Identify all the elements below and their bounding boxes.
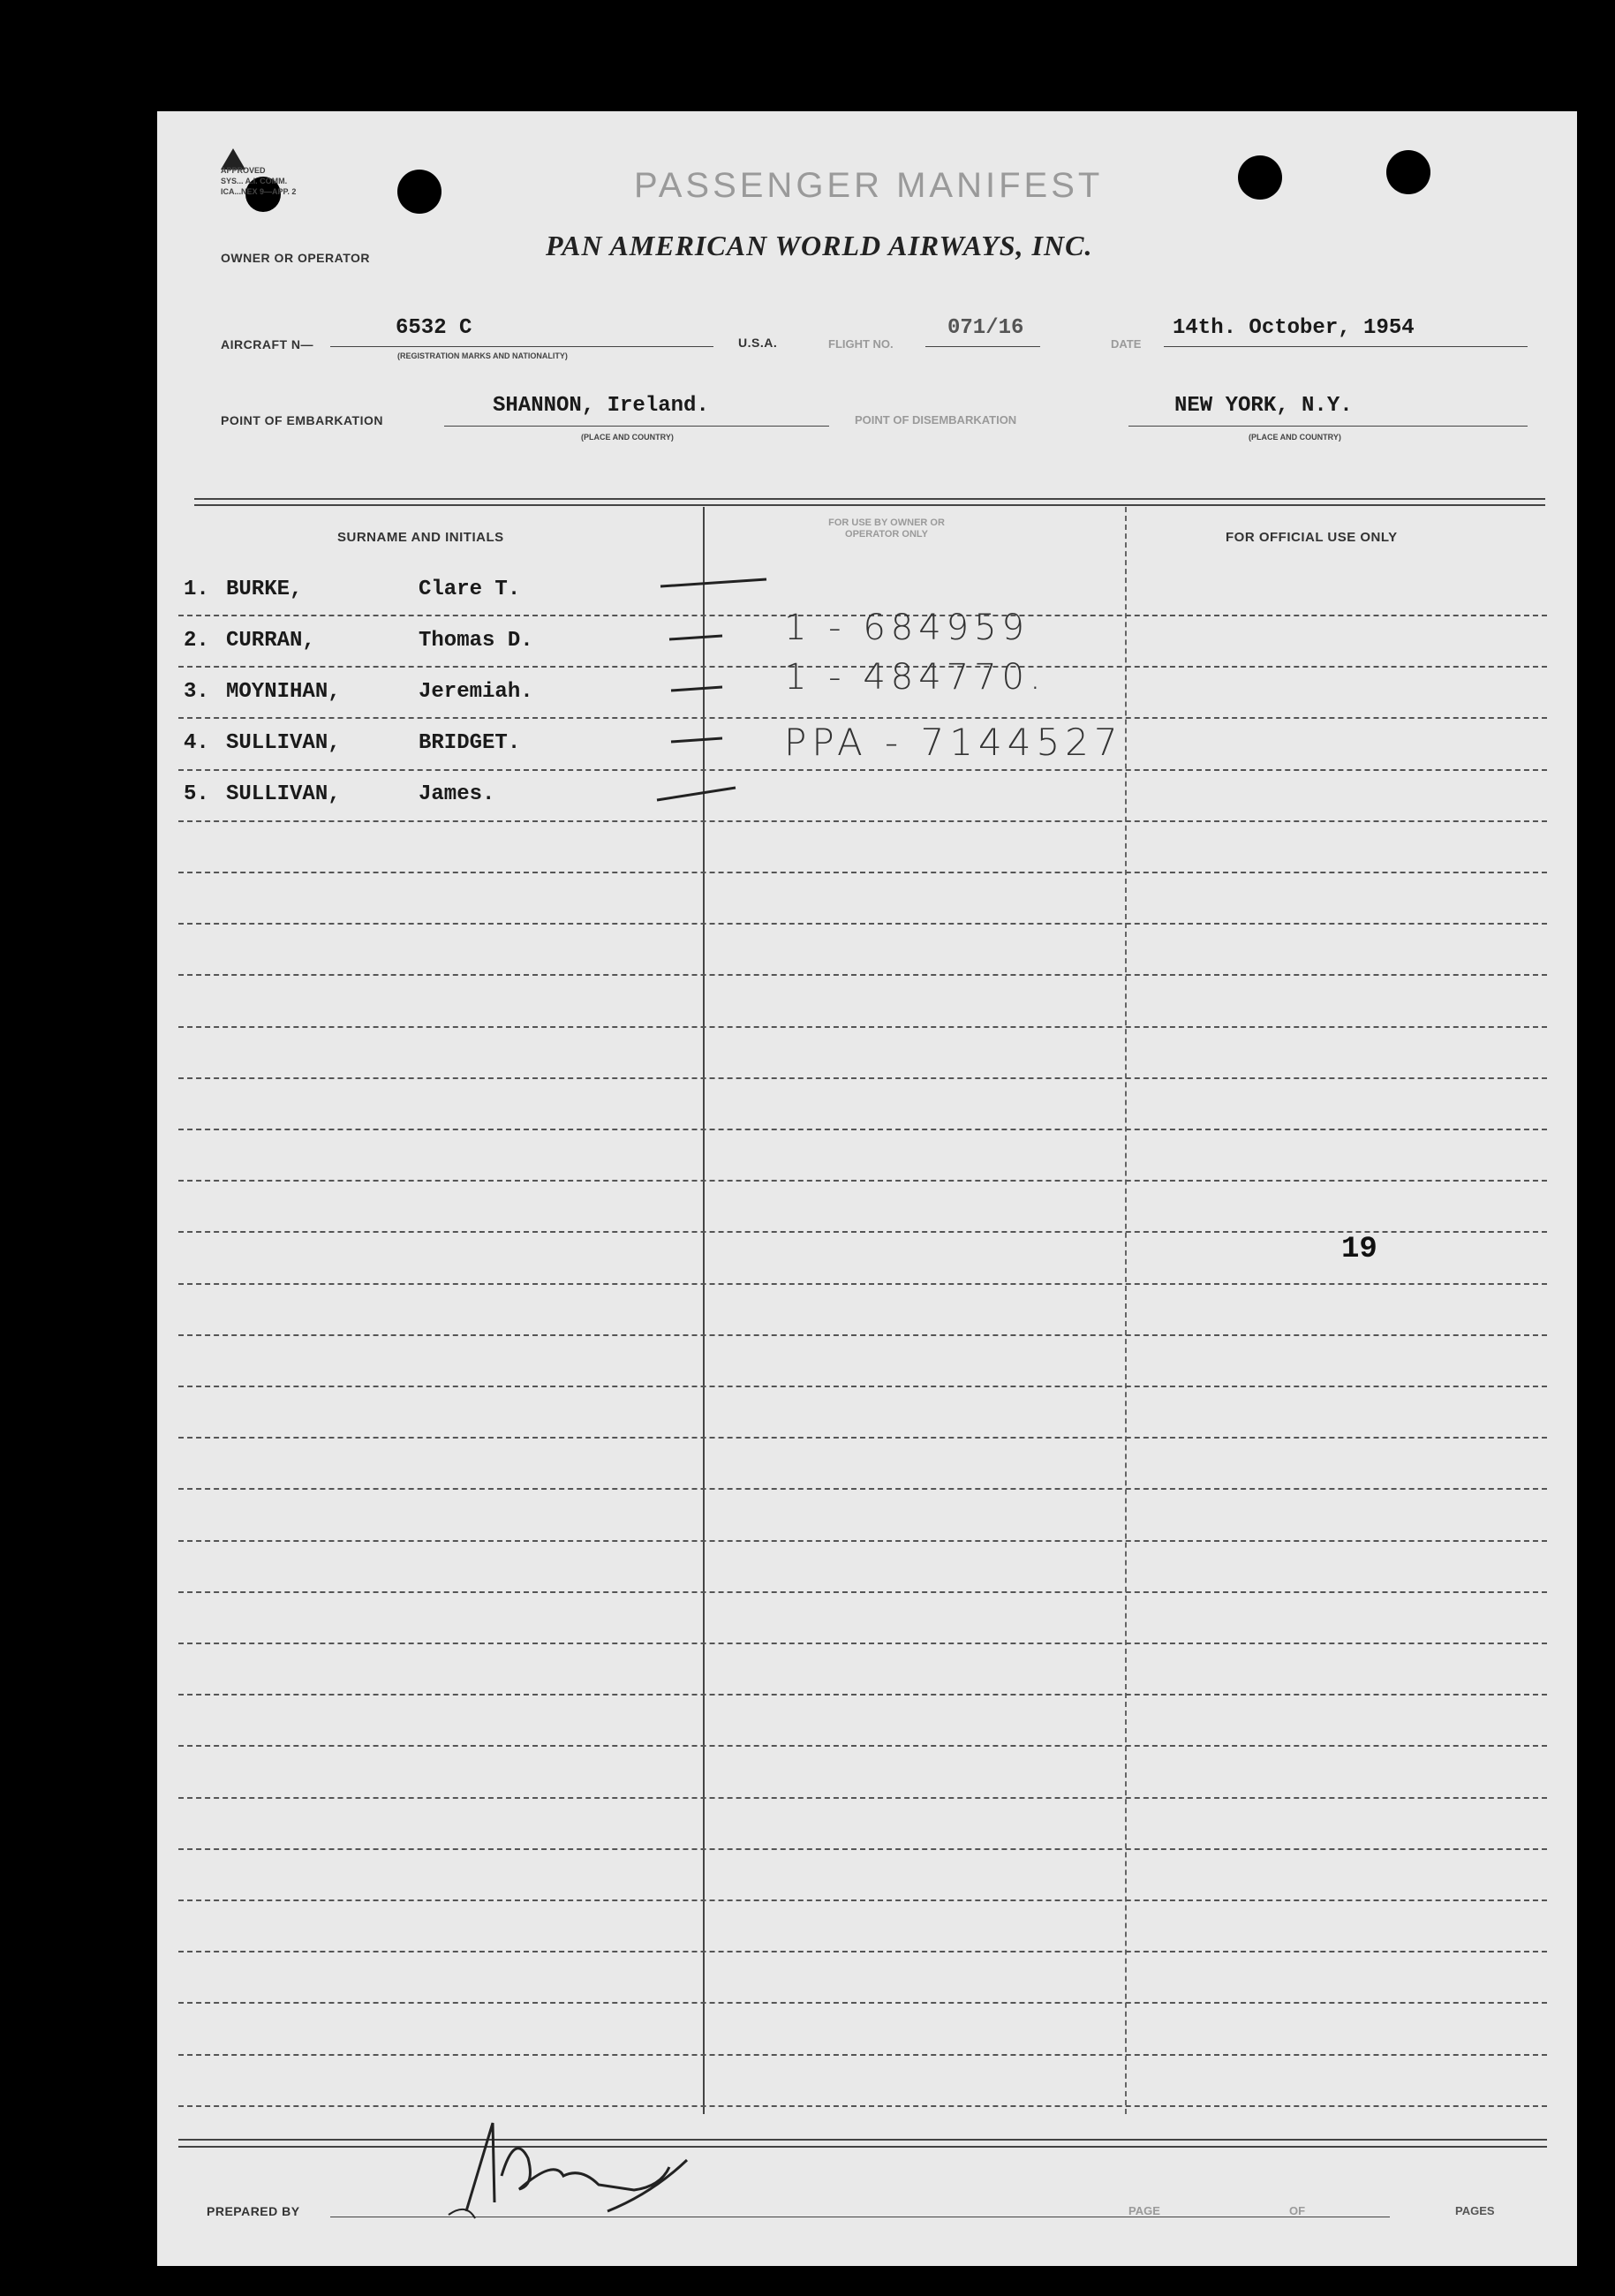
ruled-line	[178, 1540, 1547, 1542]
date-label: DATE	[1111, 337, 1142, 351]
ruled-line	[178, 2105, 1547, 2107]
passenger-given-name: James.	[419, 782, 495, 806]
ruled-line	[178, 769, 1547, 771]
ruled-line	[178, 1643, 1547, 1644]
embarkation-sublabel: (PLACE AND COUNTRY)	[581, 433, 674, 442]
embarkation-label: POINT OF EMBARKATION	[221, 413, 383, 427]
passenger-surname: SULLIVAN,	[226, 731, 341, 755]
date-value: 14th. October, 1954	[1173, 316, 1415, 340]
embarkation-underline	[444, 426, 829, 427]
disembarkation-label: POINT OF DISEMBARKATION	[855, 413, 1017, 427]
passenger-given-name: BRIDGET.	[419, 731, 521, 755]
page-number-stamp: 19	[1341, 1233, 1377, 1266]
prepared-by-label: PREPARED BY	[207, 2204, 300, 2218]
ruled-line	[178, 1745, 1547, 1747]
passenger-number: 1.	[184, 578, 209, 601]
owner-operator-label: OWNER OR OPERATOR	[221, 251, 370, 265]
embarkation-value: SHANNON, Ireland.	[493, 394, 709, 418]
table-top-rule-2	[194, 504, 1545, 506]
flight-label: FLIGHT NO.	[828, 337, 894, 351]
company-name: PAN AMERICAN WORLD AIRWAYS, INC.	[546, 230, 1093, 261]
ruled-line	[178, 974, 1547, 976]
flight-underline	[925, 346, 1040, 347]
ruled-line	[178, 2054, 1547, 2056]
ruled-line	[178, 717, 1547, 719]
ruled-line	[178, 1129, 1547, 1130]
ruled-line	[178, 872, 1547, 873]
table-bottom-rule-2	[178, 2146, 1547, 2148]
ruled-line	[178, 1797, 1547, 1799]
ruled-line	[178, 1694, 1547, 1696]
ruled-line	[178, 1386, 1547, 1387]
passenger-surname: BURKE,	[226, 578, 303, 601]
ruled-line	[178, 1026, 1547, 1028]
punch-hole-right-1	[1238, 155, 1282, 200]
passenger-handwritten-number: 1 - 484770.	[784, 657, 1046, 698]
passenger-number: 2.	[184, 629, 209, 653]
signature-image	[431, 2105, 696, 2229]
page-label: PAGE	[1128, 2204, 1160, 2217]
disembarkation-sublabel: (PLACE AND COUNTRY)	[1249, 433, 1341, 442]
punch-hole-right-2	[1386, 150, 1430, 194]
passenger-surname: MOYNIHAN,	[226, 680, 341, 704]
table-bottom-rule-1	[178, 2139, 1547, 2141]
punch-hole-left	[397, 170, 441, 214]
ruled-line	[178, 1334, 1547, 1336]
manifest-sheet	[157, 111, 1577, 2266]
ruled-line	[178, 820, 1547, 822]
aircraft-label: AIRCRAFT N—	[221, 337, 314, 351]
approval-line-2: SYS... A.I. COMM.	[221, 177, 288, 185]
flight-value: 071/16	[947, 316, 1024, 340]
passenger-number: 4.	[184, 731, 209, 755]
disembarkation-value: NEW YORK, N.Y.	[1174, 394, 1353, 418]
form-title: PASSENGER MANIFEST	[634, 166, 1104, 205]
passenger-number: 5.	[184, 782, 209, 806]
ruled-line	[178, 1283, 1547, 1285]
column-header-owner-use: FOR USE BY OWNER OR OPERATOR ONLY	[828, 517, 945, 540]
ruled-line	[178, 1848, 1547, 1850]
passenger-given-name: Thomas D.	[419, 629, 533, 653]
pages-label: PAGES	[1455, 2204, 1495, 2217]
of-label: OF	[1289, 2204, 1306, 2217]
ruled-line	[178, 1077, 1547, 1079]
passenger-given-name: Clare T.	[419, 578, 521, 601]
passenger-surname: SULLIVAN,	[226, 782, 341, 806]
approval-line-1: APPROVED	[221, 166, 266, 175]
ruled-line	[178, 1180, 1547, 1182]
ruled-line	[178, 2002, 1547, 2004]
date-underline	[1164, 346, 1528, 347]
ruled-line	[178, 1951, 1547, 1952]
passenger-number: 3.	[184, 680, 209, 704]
aircraft-underline	[330, 346, 713, 347]
passenger-given-name: Jeremiah.	[419, 680, 533, 704]
column-header-official-use: FOR OFFICIAL USE ONLY	[1226, 530, 1398, 545]
column-header-surname: SURNAME AND INITIALS	[337, 530, 504, 545]
ruled-line	[178, 1899, 1547, 1901]
handwritten-dash-marks	[652, 553, 828, 835]
ruled-line	[178, 1591, 1547, 1593]
passenger-handwritten-number: PPA - 7144527	[784, 721, 1123, 764]
disembarkation-underline	[1128, 426, 1528, 427]
ruled-line	[178, 1488, 1547, 1490]
approval-line-3: ICA...NEX 9—APP. 2	[221, 187, 297, 196]
passenger-surname: CURRAN,	[226, 629, 315, 653]
aircraft-sublabel: (REGISTRATION MARKS AND NATIONALITY)	[397, 351, 568, 360]
passenger-handwritten-number: 1 - 684959	[784, 608, 1030, 648]
column-divider-right	[1125, 507, 1127, 2114]
ruled-line	[178, 1437, 1547, 1439]
aircraft-value: 6532 C	[396, 316, 472, 340]
ruled-line	[178, 923, 1547, 925]
usa-label: U.S.A.	[738, 336, 778, 350]
table-top-rule-1	[194, 498, 1545, 500]
